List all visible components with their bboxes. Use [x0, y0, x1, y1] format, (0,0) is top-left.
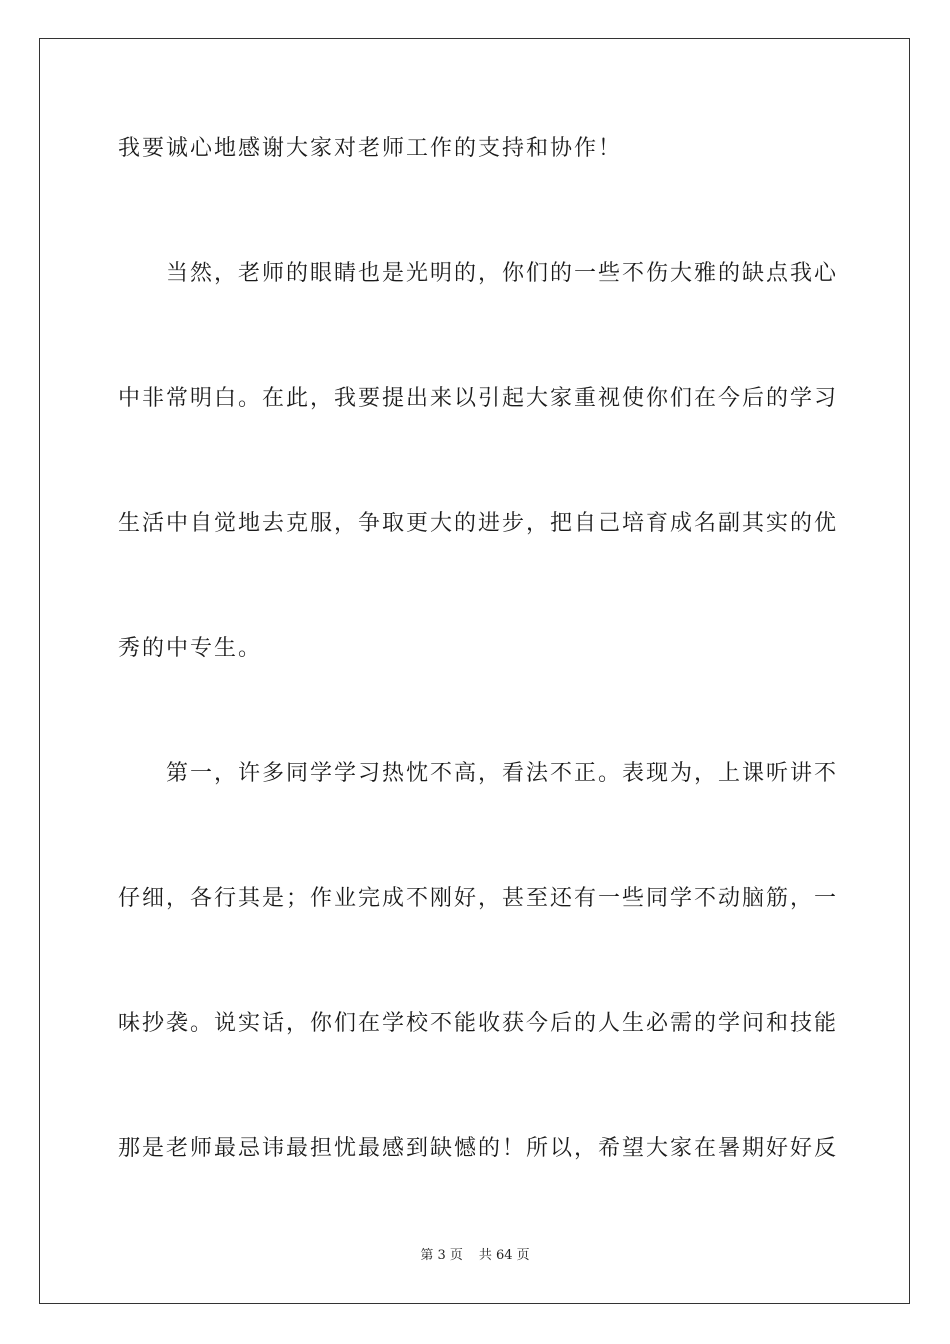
paragraph-line: 那是老师最忌讳最担忧最感到缺憾的！所以，希望大家在暑期好好反 [118, 1136, 839, 1161]
page-number: 第 3 页 [420, 1248, 463, 1263]
paragraph-line: 秀的中专生。 [118, 636, 263, 661]
paragraph-line: 我要诚心地感谢大家对老师工作的支持和协作！ [118, 136, 623, 161]
page-border [39, 38, 910, 1304]
page-total: 共 64 页 [478, 1248, 530, 1263]
paragraph-line: 当然，老师的眼睛也是光明的，你们的一些不伤大雅的缺点我心 [166, 261, 839, 286]
paragraph-line: 生活中自觉地去克服，争取更大的进步，把自己培育成名副其实的优 [118, 511, 839, 536]
paragraph-line: 味抄袭。说实话，你们在学校不能收获今后的人生必需的学问和技能 [118, 1011, 839, 1036]
page-footer [0, 1247, 950, 1265]
paragraph-line: 第一，许多同学学习热忱不高，看法不正。表现为，上课听讲不 [166, 761, 839, 786]
paragraph-line: 中非常明白。在此，我要提出来以引起大家重视使你们在今后的学习 [118, 386, 839, 411]
paragraph-line: 仔细，各行其是；作业完成不刚好，甚至还有一些同学不动脑筋，一 [118, 886, 839, 911]
